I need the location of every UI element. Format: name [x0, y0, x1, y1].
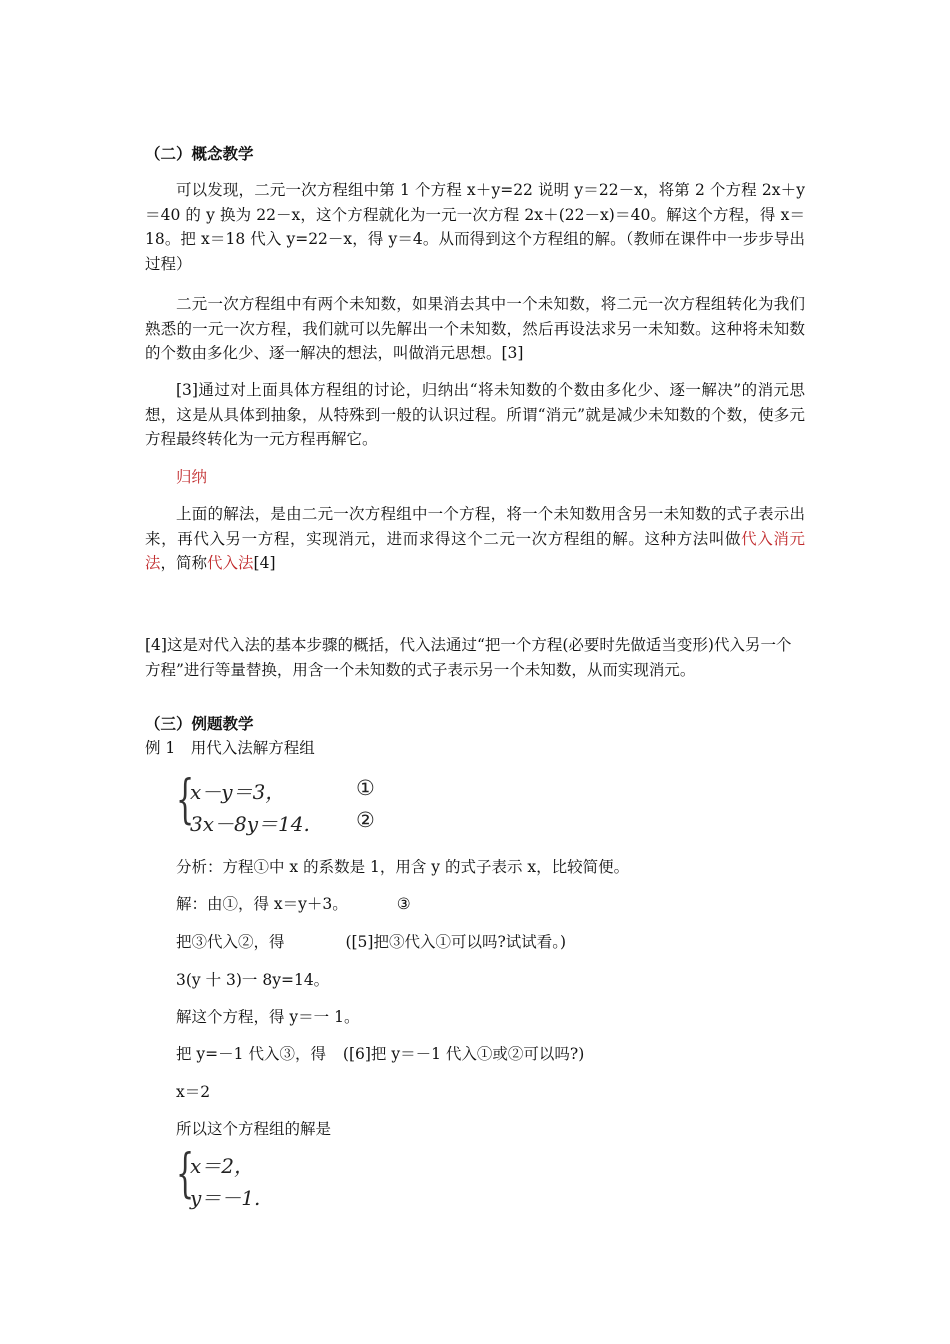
- step-2-note: ([5]把③代入①可以吗?试试看。): [345, 933, 567, 951]
- step-2-text: 把③代入②，得: [176, 933, 285, 951]
- step-5-note: ([6]把 y＝－1 代入①或②可以吗?): [342, 1045, 585, 1063]
- step-1-text: 解：由①，得 x＝y＋3。: [176, 895, 348, 913]
- analysis-text: 分析：方程①中 x 的系数是 1，用含 y 的式子表示 x，比较简便。: [176, 858, 630, 876]
- paragraph-note-3: [3]通过对上面具体方程组的讨论，归纳出“将未知数的个数由多化少、逐一解决”的消元思想，这是从具体到抽象，从特殊到一般的认识过程。所谓“消元”就是减少未知数的个数，使多元方程最终转化为一元方程再解它。: [145, 381, 805, 448]
- term-substitution-elimination: 代入消元法: [145, 529, 805, 572]
- substitution-text-middle: ，简称: [160, 554, 208, 572]
- equation-2: 3x－8y＝14.: [190, 812, 310, 836]
- paragraph-note-4: [4]这是对代入法的基本步骤的概括，代入法通过“把一个方程(必要时先做适当变形)代入另一个方程”进行等量替换，用含一个未知数的式子表示另一个未知数，从而实现消元。: [145, 636, 792, 679]
- footnote-ref-4: [4]: [253, 554, 276, 572]
- example-title: 例 1 用代入法解方程组: [145, 739, 315, 757]
- paragraph-elimination-idea: 二元一次方程组中有两个未知数，如果消去其中一个未知数，将二元一次方程组转化为我们熟悉的一元一次方程，我们就可以先解出一个未知数，然后再设法求另一未知数。这种将未知数的个数由多化少、逐一解决的想法，叫做消元思想。[3]: [145, 295, 805, 362]
- equation-1: x－y＝3，: [190, 780, 286, 804]
- brace-symbol: {: [176, 770, 195, 830]
- section-heading-concept: （二）概念教学: [145, 144, 254, 163]
- solution-step-1: [176, 892, 411, 916]
- solution-step-4: 解这个方程，得 y＝一 1。: [176, 1008, 360, 1026]
- solution-system: [176, 1144, 326, 1212]
- step-1-mark: ③: [396, 895, 411, 913]
- solution-step-5: [176, 1042, 584, 1066]
- substitution-text: 上面的解法，是由二元一次方程组中一个方程，将一个未知数用含另一未知数的式子表示出来，再代入另一方程，实现消元，进而求得这个二元一次方程组的解。这种方法叫做: [145, 505, 805, 548]
- term-substitution: 代入法: [207, 554, 254, 572]
- step-5-text: 把 y=－1 代入③，得: [176, 1045, 326, 1063]
- paragraph-substitution-method: [145, 502, 805, 576]
- solution-step-6: x＝2: [176, 1083, 211, 1101]
- solution-step-3: 3(y 十 3)一 8y=14。: [176, 971, 330, 989]
- conclusion-text: 所以这个方程组的解是: [176, 1120, 332, 1138]
- solution-step-2: [176, 930, 566, 954]
- solution-x: x＝2，: [190, 1154, 255, 1178]
- equation-system: [176, 770, 406, 836]
- equation-mark-1: ①: [356, 776, 375, 800]
- section-heading-examples: （三）例题教学: [145, 714, 254, 733]
- equation-mark-2: ②: [356, 808, 375, 832]
- brace-symbol: {: [176, 1144, 195, 1204]
- summary-label: 归纳: [176, 468, 208, 486]
- solution-y: y＝－1.: [190, 1186, 261, 1210]
- paragraph-derivation: 可以发现，二元一次方程组中第 1 个方程 x＋y=22 说明 y＝22－x，将第 2 个方程 2x＋y＝40 的 y 换为 22－x，这个方程就化为一元一次方程 2x＋(22－x)＝40。解这个方程，得 x＝18。把 x＝18 代入 y=22－x，得 y＝4。从而得到这个方程组的解。（教师在课件中一步步导出过程）: [145, 181, 805, 273]
